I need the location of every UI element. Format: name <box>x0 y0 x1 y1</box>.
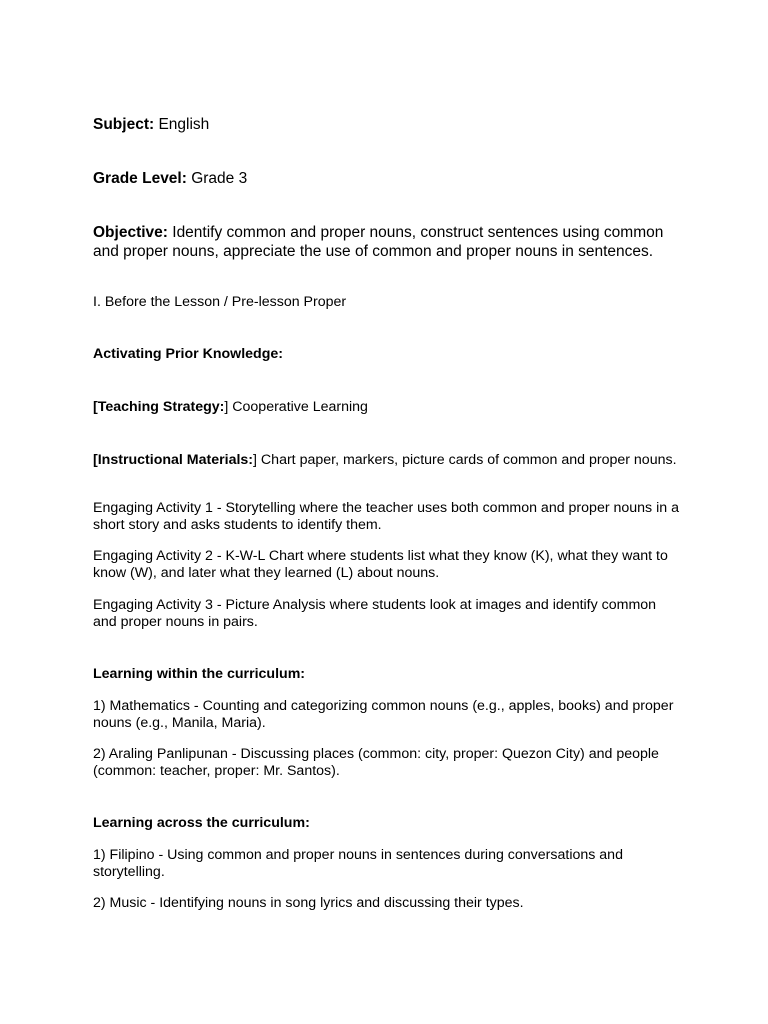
engaging-activity-1: Engaging Activity 1 - Storytelling where the teacher uses both common and proper nouns in a short story and asks students to identify them. <box>93 500 679 533</box>
engaging-activity-2: Engaging Activity 2 - K-W-L Chart where students list what they know (K), what they want to know (W), and later what they learned (L) about nouns. <box>93 548 668 581</box>
engaging-activity-3: Engaging Activity 3 - Picture Analysis where students look at images and identify common and proper nouns in pairs. <box>93 597 657 630</box>
teaching-strategy-label: [Teaching Strategy: <box>93 399 225 415</box>
grade-level-line <box>93 170 683 189</box>
learning-across-item-1: 1) Filipino - Using common and proper nouns in sentences during conversations and storytelling. <box>93 847 623 880</box>
instructional-materials-value: ] Chart paper, markers, picture cards of common and proper nouns. <box>253 452 677 468</box>
teaching-strategy-value: ] Cooperative Learning <box>224 399 368 415</box>
objective-paragraph <box>93 224 683 261</box>
subject-label: Subject: <box>93 116 155 133</box>
instructional-materials-label: [Instructional Materials: <box>93 452 254 468</box>
learning-across-heading: Learning across the curriculum: <box>93 815 310 831</box>
learning-within-item-2: 2) Araling Panlipunan - Discussing places (common: city, proper: Quezon City) and people (common: teacher, proper: Mr. Santos). <box>93 746 659 779</box>
grade-level-value: Grade 3 <box>186 170 248 187</box>
instructional-materials-paragraph <box>93 452 683 469</box>
teaching-strategy-line <box>93 399 683 416</box>
learning-across-item-2: 2) Music - Identifying nouns in song lyrics and discussing their types. <box>93 895 524 911</box>
objective-label: Objective: <box>93 224 168 241</box>
objective-text: Identify common and proper nouns, construct sentences using common and proper nouns, appreciate the use of common and proper nouns in sentences. <box>93 224 664 260</box>
subject-value: English <box>154 116 210 133</box>
learning-within-item-1: 1) Mathematics - Counting and categorizing common nouns (e.g., apples, books) and proper nouns (e.g., Manila, Maria). <box>93 698 674 731</box>
subject-line <box>93 116 683 135</box>
grade-level-label: Grade Level: <box>93 170 187 187</box>
learning-within-heading: Learning within the curriculum: <box>93 666 306 682</box>
activating-prior-knowledge-heading: Activating Prior Knowledge: <box>93 346 283 362</box>
section-before-lesson: I. Before the Lesson / Pre-lesson Proper <box>93 294 347 310</box>
